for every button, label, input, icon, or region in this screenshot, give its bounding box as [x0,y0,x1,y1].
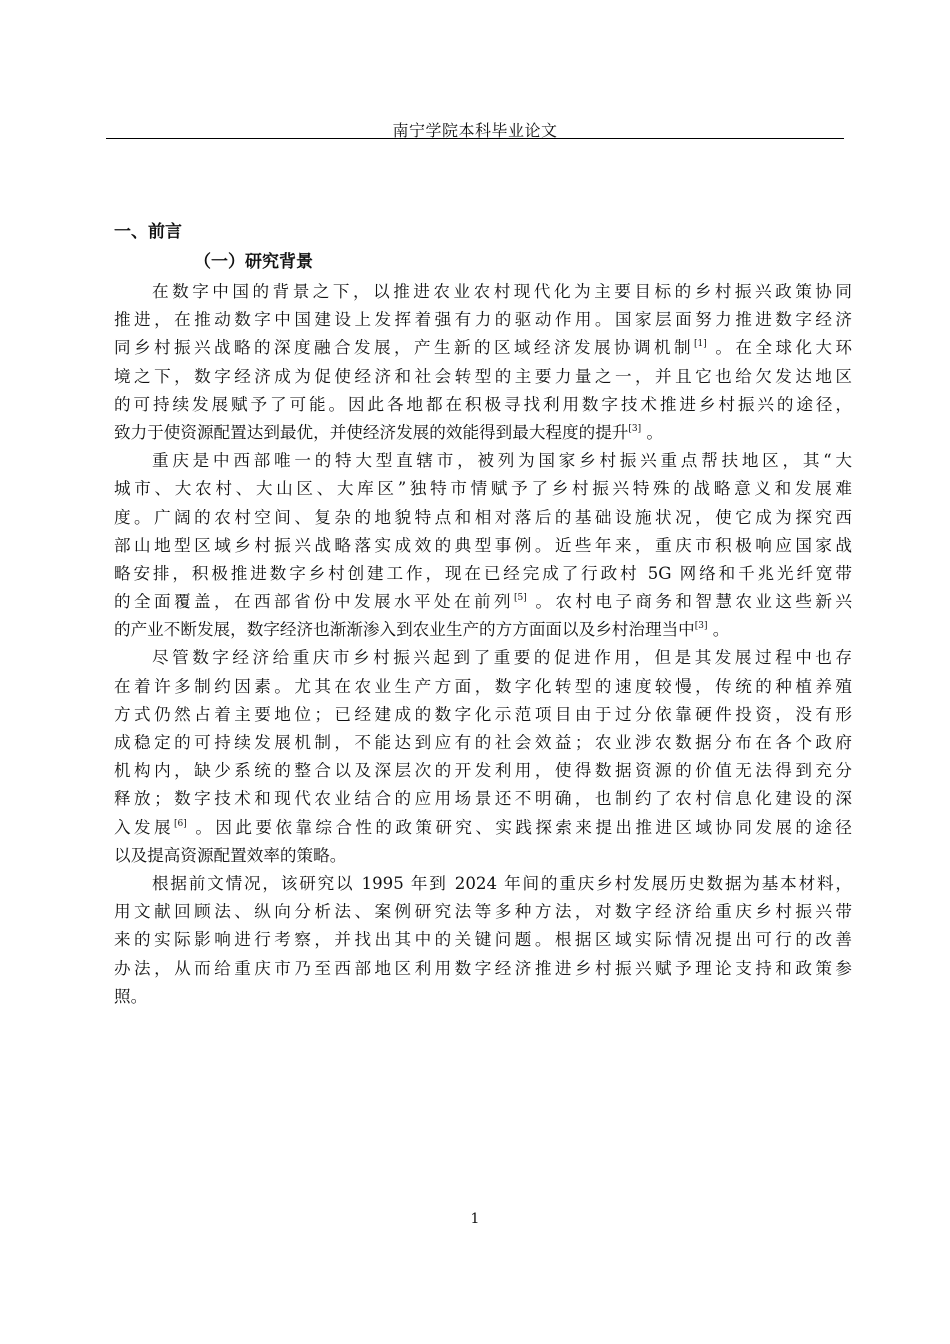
paragraph-line: 照。 [114,986,148,1006]
line-text: 的全面覆盖，在西部省份中发展水平处在前列 [114,592,514,612]
line-text: 。在全球化大环 [706,338,853,358]
citation: [1] [693,339,707,350]
paragraph-line: 城市、大农村、大山区、大库区”独特市情赋予了乡村振兴特殊的战略意义和发展难 [114,479,852,499]
paragraph-line: 以及提高资源配置效率的策略。 [114,845,347,865]
running-header: 南宁学院本科毕业论文 [392,121,558,140]
citation: [6] [174,818,187,829]
paragraph-line: 释放；数字技术和现代农业结合的应用场景还不明确，也制约了农村信息化建设的深 [114,789,852,809]
line-text: 。 [707,620,730,640]
paragraph-line [114,334,852,362]
paragraph-line: 的可持续发展赋予了可能。因此各地都在积极寻找利用数字技术推进乡村振兴的途径， [114,394,852,414]
paragraph-line: 在着许多制约因素。尤其在农业生产方面，数字化转型的速度较慢，传统的种植养殖 [114,676,852,696]
section-heading: 一、前言 [114,222,182,242]
paragraph-line [114,814,852,842]
paragraph-line: 用文献回顾法、纵向分析法、案例研究法等多种方法，对数字经济给重庆乡村振兴带 [114,902,852,922]
header-divider [106,138,844,139]
line-text: 。 [641,422,664,442]
line-text: 同乡村振兴战略的深度融合发展，产生新的区域经济发展协调机制 [114,338,694,358]
paragraph-line [114,419,852,447]
paragraph-2 [114,447,852,644]
paragraph-line: 根据前文情况，该研究以 1995 年到 2024 年间的重庆乡村发展历史数据为基本材料， [152,873,852,893]
paragraph-line: 办法，从而给重庆市乃至西部地区利用数字经济推进乡村振兴赋予理论支持和政策参 [114,958,852,978]
paragraph-line: 度。广阔的农村空间、复杂的地貌特点和相对落后的基础设施状况，使它成为探究西 [114,507,852,527]
paragraph-line [114,588,852,616]
citation: [3] [694,621,708,632]
paragraph-line: 在数字中国的背景之下，以推进农业农村现代化为主要目标的乡村振兴政策协同 [152,282,852,301]
page-body [114,218,852,1011]
paragraph-3 [114,644,852,870]
paragraph-line: 推进，在推动数字中国建设上发挥着强有力的驱动作用。国家层面努力推进数字经济 [114,310,852,330]
paragraph-line: 境之下，数字经济成为促使经济和社会转型的主要力量之一，并且它也给欠发达地区 [114,366,852,386]
line-text: 致力于使资源配置达到最优，并使经济发展的效能得到最大程度的提升 [114,422,629,442]
line-text: 。因此要依靠综合性的政策研究、实践探索来提出推进区域协同发展的途径 [186,817,852,837]
paragraph-line: 机构内，缺少系统的整合以及深层次的开发利用，使得数据资源的价值无法得到充分 [114,761,852,781]
citation: [5] [513,593,527,604]
paragraph-line: 方式仍然占着主要地位；已经建成的数字化示范项目由于过分依靠硬件投资，没有形 [114,704,852,724]
paragraph-line [114,616,852,644]
paragraph-line: 部山地型区域乡村振兴战略落实成效的典型事例。近些年来，重庆市积极响应国家战 [114,535,852,555]
line-text: 的产业不断发展，数字经济也渐渐渗入到农业生产的方方面面以及乡村治理当中 [114,620,695,640]
paragraph-line: 来的实际影响进行考察，并找出其中的关键问题。根据区域实际情况提出可行的改善 [114,930,852,950]
paragraph-4 [114,870,852,1011]
line-text: 。农村电子商务和智慧农业这些新兴 [526,592,852,612]
paragraph-line: 尽管数字经济给重庆市乡村振兴起到了重要的促进作用，但是其发展过程中也存 [152,648,852,668]
page-number: 1 [470,1211,480,1227]
paragraph-line: 成稳定的可持续发展机制，不能达到应有的社会效益；农业涉农数据分布在各个政府 [114,733,852,752]
line-text: 入发展 [114,817,174,837]
paragraph-line: 重庆是中西部唯一的特大型直辖市，被列为国家乡村振兴重点帮扶地区，其“大 [152,451,852,471]
subsection-heading: （一）研究背景 [194,252,313,272]
citation: [3] [628,423,642,434]
paragraph-line: 略安排，积极推进数字乡村创建工作，现在已经完成了行政村 5G 网络和千兆光纤宽带 [114,563,852,583]
paragraph-1 [114,278,852,447]
